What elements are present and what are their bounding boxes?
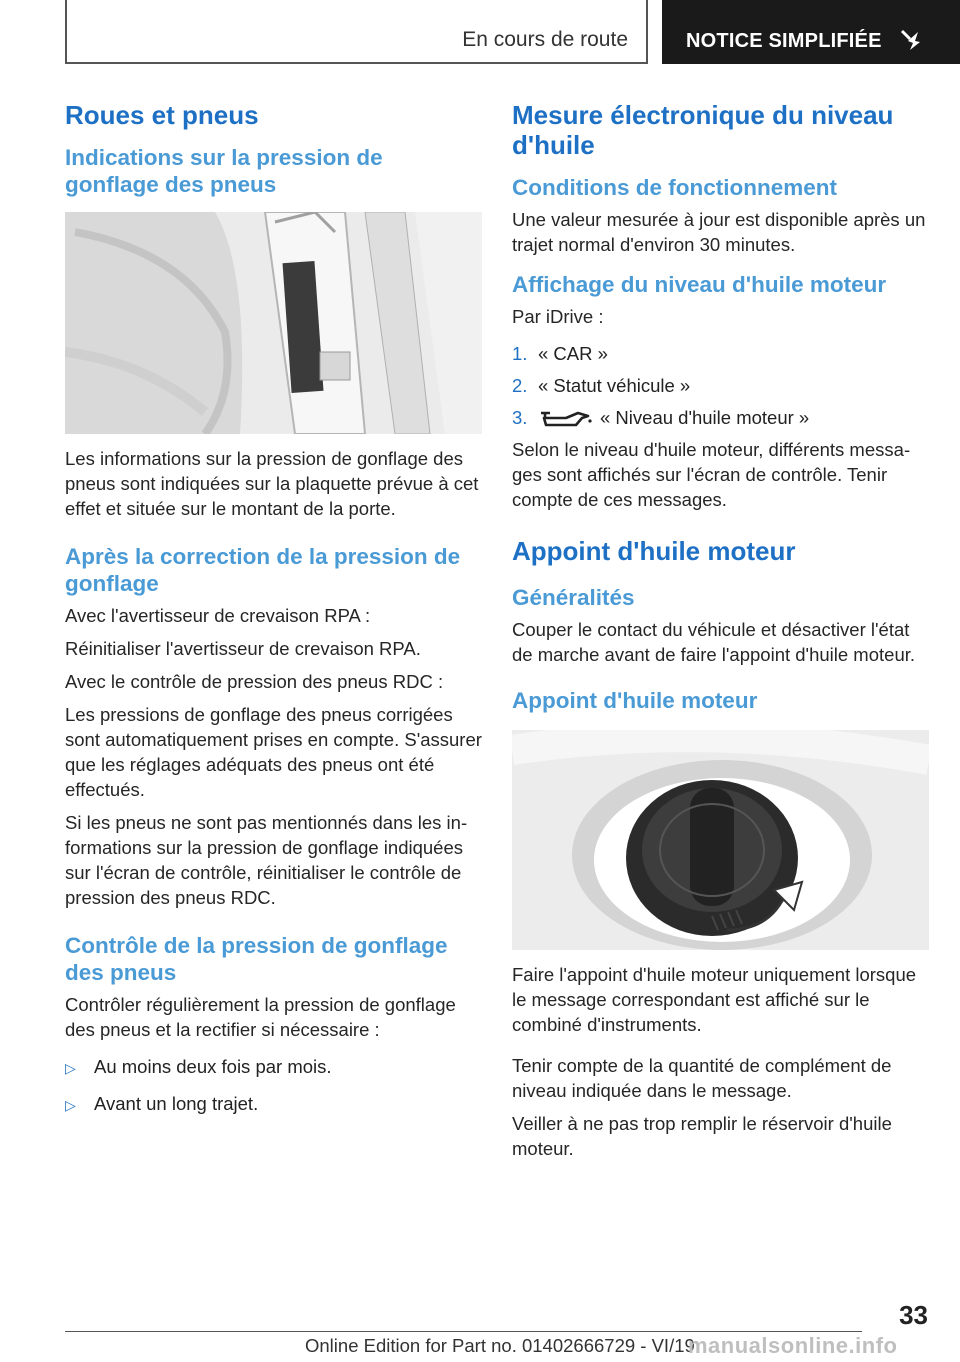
list-item: ▷ Au moins deux fois par mois. (65, 1054, 482, 1081)
edition-text: Online Edition for Part no. 01402666729 - VI/19 (305, 1335, 695, 1356)
bullet-marker: ▷ (65, 1097, 76, 1113)
heading-apres-correction: Après la correction de la pression de gonflage (65, 544, 461, 596)
quantite-paragraph: Tenir compte de la quantité de complément de niveau indiquée dans le message. (512, 1055, 892, 1101)
left-column (65, 100, 482, 1128)
door-pillar-figure (65, 212, 482, 434)
generalites-paragraph: Couper le contact du véhicule et désactiver l'état de marche avant de faire l'appoint d'huile moteur. (512, 619, 916, 665)
section-title: En cours de route (462, 28, 628, 51)
controle-list (65, 1054, 482, 1118)
heading-roues-pneus: Roues et pneus (65, 100, 259, 130)
oil-filler-illustration (512, 730, 929, 950)
bullet-marker: ▷ (65, 1060, 76, 1076)
heading-mesure-huile: Mesure électronique du niveau d'huile (512, 100, 894, 160)
rpa-intro: Avec l'avertisseur de crevaison RPA : (65, 605, 371, 626)
indications-paragraph: Les informations sur la pression de gonflage des pneus sont indiquées sur la plaquette prévue à cet effet et située sur le montant de la porte. (65, 448, 479, 519)
appoint-paragraph: Faire l'appoint d'huile moteur uniquement lorsque le message correspondant est affiché sur le combiné d'instruments. (512, 964, 917, 1035)
conditions-paragraph: Une valeur mesurée à jour est disponible après un trajet normal d'environ 30 minutes. (512, 209, 926, 255)
list-item: 3. « Niveau d'huile moteur » (512, 407, 810, 428)
list-item: ▷ Avant un long trajet. (65, 1091, 482, 1118)
heading-generalites: Généralités (512, 585, 635, 610)
heading-conditions: Conditions de fonctionnement (512, 175, 837, 200)
heading-indications-pression: Indications sur la pression de gonflage des pneus (65, 145, 383, 197)
messages-paragraph: Selon le niveau d'huile moteur, différents messages sont affichés sur l'écran de contrôle. Tenir compte de ces messages. (512, 439, 911, 510)
spark-icon (898, 28, 924, 52)
chapter-tab (662, 0, 960, 64)
rdc-auto-paragraph: Les pressions de gonflage des pneus corrigées sont automatiquement prises en compte. S'assurer que les réglages adéquats des pneus ont été effectués. (65, 704, 482, 800)
idrive-steps (512, 341, 930, 430)
heading-affichage-huile: Affichage du niveau d'huile moteur (512, 272, 887, 297)
list-item: 1. « CAR » (512, 343, 608, 364)
rdc-reset-paragraph: Si les pneus ne sont pas mentionnés dans les informations sur la pression de gonflage indiquées sur l'écran de contrôle, réinitialiser le contrôle de pression des pneus RDC. (65, 812, 468, 908)
heading-appoint-huile: Appoint d'huile moteur (512, 536, 796, 566)
watermark: manualsonline.info (688, 1333, 898, 1358)
chapter-tab-label: NOTICE SIMPLIFIÉE (686, 30, 882, 52)
rpa-instruction: Réinitialiser l'avertisseur de crevaison RPA. (65, 638, 421, 659)
oil-filler-figure (512, 730, 929, 950)
list-item: 2. « Statut véhicule » (512, 375, 691, 396)
controle-paragraph: Contrôler régulièrement la pression de gonflage des pneus et la rectifier si nécessaire : (65, 994, 456, 1040)
idrive-intro: Par iDrive : (512, 306, 604, 327)
heading-appoint-sub: Appoint d'huile moteur (512, 688, 758, 713)
door-pillar-illustration (65, 212, 482, 434)
remplir-paragraph: Veiller à ne pas trop remplir le réservoir d'huile moteur. (512, 1113, 892, 1159)
rdc-intro: Avec le contrôle de pression des pneus RDC : (65, 671, 444, 692)
right-column (512, 100, 930, 1161)
header-frame (65, 0, 648, 64)
footer-divider (65, 1331, 862, 1332)
oil-can-icon (538, 407, 594, 429)
heading-controle-pression: Contrôle de la pression de gonflage des pneus (65, 933, 448, 985)
page-number: 33 (899, 1300, 928, 1330)
